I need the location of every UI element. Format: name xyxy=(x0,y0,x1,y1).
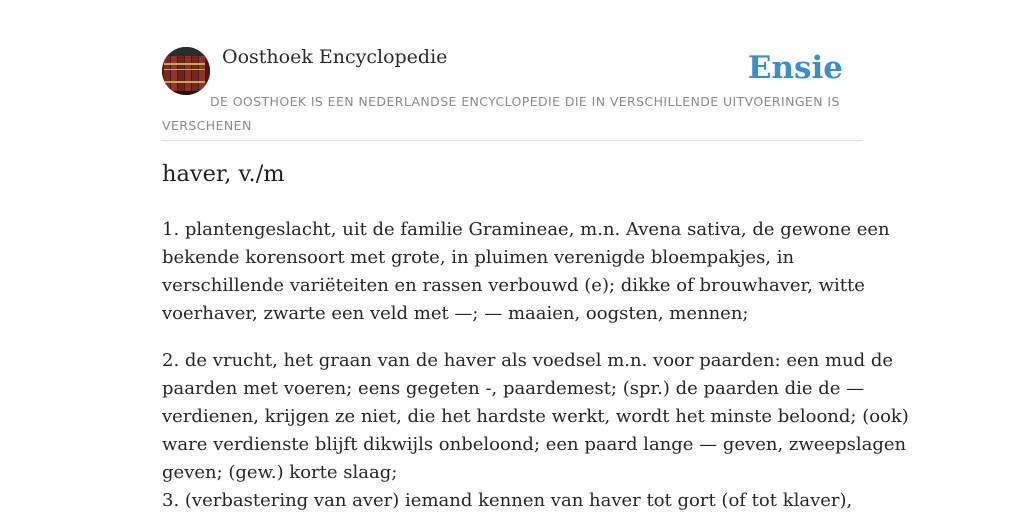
ensie-logo[interactable]: Ensie xyxy=(747,50,843,86)
text-line: paarden met voeren; eens gegeten -, paardemest; (spr.) de paarden die de — xyxy=(162,378,865,399)
site-name[interactable]: Oosthoek Encyclopedie xyxy=(222,46,448,68)
text-line: 3. (verbastering van aver) iemand kennen van haver tot gort (of tot klaver), xyxy=(162,490,853,511)
text-line: bekende korensoort met grote, in pluimen verenigde bloempakjes, in xyxy=(162,247,795,268)
entry-body xyxy=(162,216,909,512)
site-tagline: DE OOSTHOEK IS EEN NEDERLANDSE ENCYCLOPEDIE DIE IN VERSCHILLENDE UITVOERINGEN IS VERSCHENEN xyxy=(162,94,840,133)
site-header xyxy=(162,46,862,141)
text-line: voerhaver, zwarte een veld met —; — maaien, oogsten, mennen; xyxy=(162,303,749,324)
text-line: 2. de vrucht, het graan van de haver als voedsel m.n. voor paarden: een mud de xyxy=(162,350,894,371)
definition-paragraph-1 xyxy=(162,216,890,328)
text-line: 1. plantengeslacht, uit de familie Gramineae, m.n. Avena sativa, de gewone een xyxy=(162,219,890,240)
text-line: geven; (gew.) korte slaag; xyxy=(162,462,398,483)
definition-paragraph-2 xyxy=(162,347,909,512)
entry-title: haver, v./m xyxy=(162,161,285,187)
avatar[interactable] xyxy=(162,47,210,95)
encyclopedia-books-icon xyxy=(162,47,210,95)
text-line: verschillende variëteiten en rassen verbouwd (e); dikke of brouwhaver, witte xyxy=(162,275,865,296)
text-line: ware verdienste blijft dikwijls onbeloond; een paard lange — geven, zweepslagen xyxy=(162,434,907,455)
text-line: verdienen, krijgen ze niet, die het hardste werkt, wordt het minste beloond; (ook) xyxy=(162,406,909,427)
